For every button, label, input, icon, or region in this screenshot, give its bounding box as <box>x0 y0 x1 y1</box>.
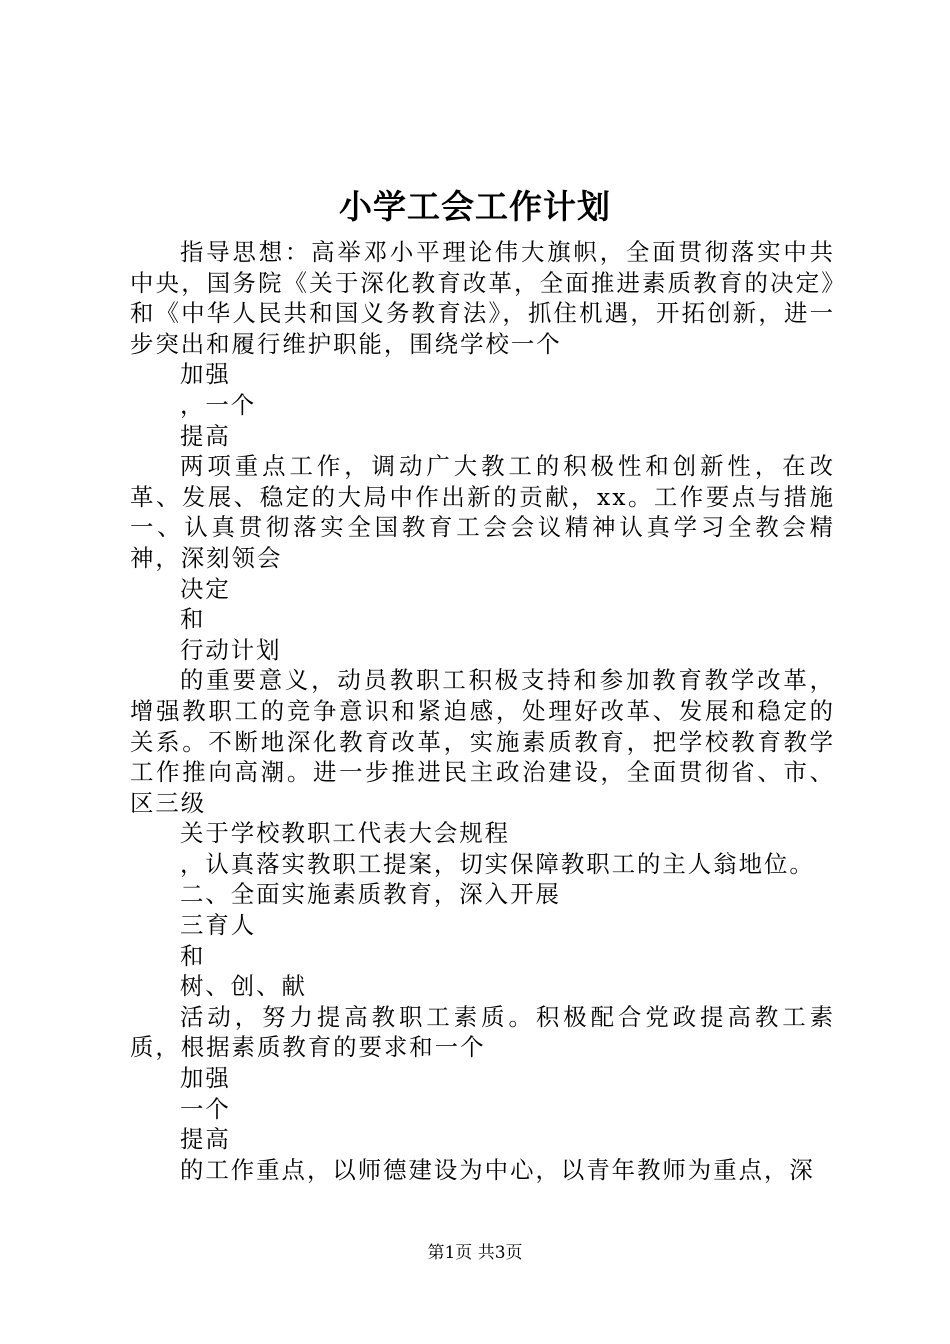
paragraph: 决定 <box>180 574 231 603</box>
paragraph: 树、创、献 <box>180 972 307 1001</box>
paragraph: 提高 <box>180 1125 231 1154</box>
document-title: 小学工会工作计划 <box>339 187 611 226</box>
paragraph: 三育人 <box>180 911 257 940</box>
paragraph: 提高 <box>180 421 231 450</box>
paragraph: 一个 <box>180 1094 231 1123</box>
paragraph: 活动，努力提高教职工素质。积极配合党政提高教工素质，根据素质教育的要求和一个 <box>130 1002 835 1062</box>
paragraph: 的工作重点，以师德建设为中心，以青年教师为重点，深 <box>180 1155 815 1184</box>
page-footer: 第1页 共3页 <box>427 1243 523 1263</box>
paragraph: 二、全面实施素质教育，深入开展 <box>180 880 561 909</box>
paragraph: 指导思想：高举邓小平理论伟大旗帜，全面贯彻落实中共中央，国务院《关于深化教育改革，全面推进素质教育的决定》和《中华人民共和国义务教育法》，抓住机遇，开拓创新，进一步突出和履行维护职能，围绕学校一个 <box>130 238 835 358</box>
paragraph: ，一个 <box>180 390 257 419</box>
paragraph: 关于学校教职工代表大会规程 <box>180 819 511 848</box>
paragraph: 两项重点工作，调动广大教工的积极性和创新性，在改革、发展、稳定的大局中作出新的贡献，xx。工作要点与措施一、认真贯彻落实全国教育工会会议精神认真学习全教会精神，深刻领会 <box>130 452 835 572</box>
document-body <box>130 237 835 1185</box>
paragraph: 加强 <box>180 1064 231 1093</box>
paragraph: 加强 <box>180 360 231 389</box>
paragraph: ，认真落实教职工提案，切实保障教职工的主人翁地位。 <box>180 849 815 878</box>
paragraph: 的重要意义，动员教职工积极支持和参加教育教学改革，增强教职工的竞争意识和紧迫感，处理好改革、发展和稳定的关系。不断地深化教育改革，实施素质教育，把学校教育教学工作推向高潮。进一步推进民主政治建设，全面贯彻省、市、区三级 <box>130 666 835 817</box>
paragraph: 和 <box>180 605 206 634</box>
paragraph: 和 <box>180 941 206 970</box>
paragraph: 行动计划 <box>180 635 282 664</box>
